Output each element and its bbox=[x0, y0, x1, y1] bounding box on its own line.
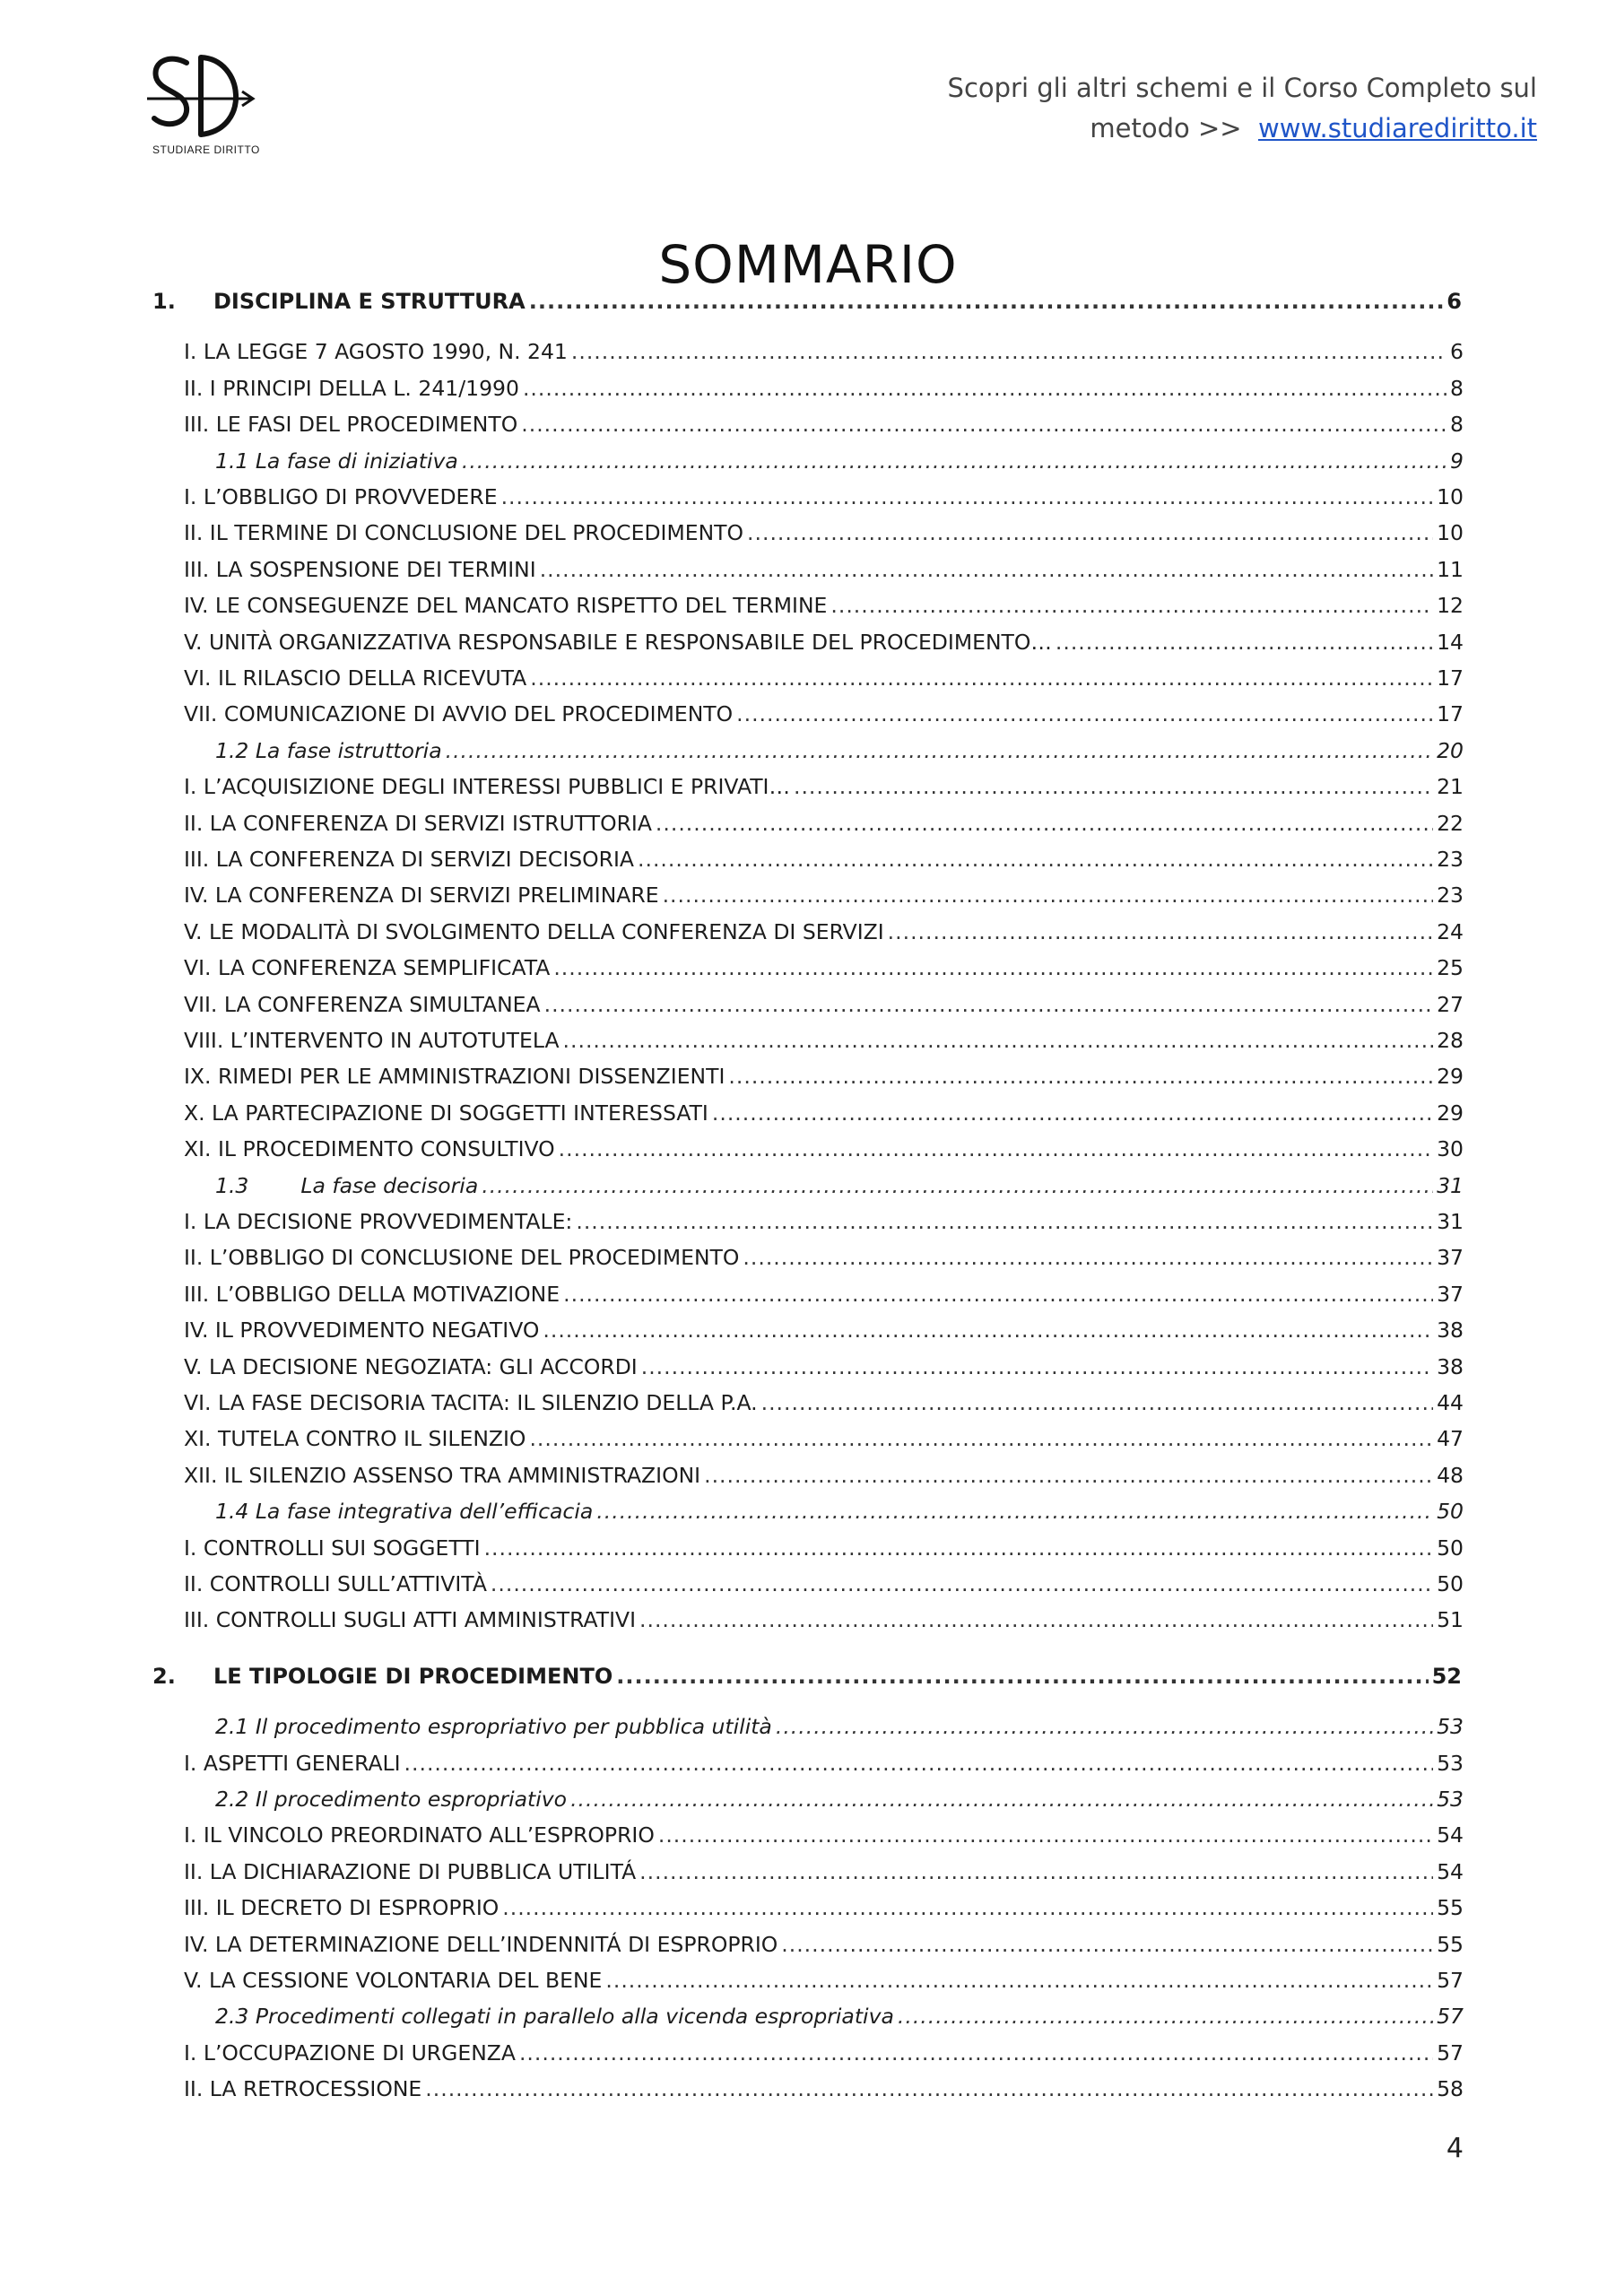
toc-entry[interactable] bbox=[184, 412, 1464, 437]
toc-leader-dots bbox=[743, 1245, 1433, 1270]
toc-subsection[interactable] bbox=[215, 1787, 1464, 1812]
toc-leader-dots bbox=[559, 1136, 1433, 1161]
toc-subsection[interactable] bbox=[215, 2004, 1464, 2029]
toc-entry[interactable] bbox=[184, 1245, 1464, 1270]
toc-leader-dots bbox=[639, 1859, 1433, 1884]
toc-label: V. LE MODALITÀ DI SVOLGIMENTO DELLA CONFERENZA DI SERVIZI bbox=[184, 918, 884, 944]
toc-page-number: 8 bbox=[1450, 412, 1464, 438]
toc-page-number: 50 bbox=[1437, 1535, 1464, 1561]
toc-label: VII. COMUNICAZIONE DI AVVIO DEL PROCEDIMENTO bbox=[184, 701, 734, 727]
toc-entry[interactable] bbox=[184, 774, 1464, 799]
toc-entry[interactable] bbox=[184, 1571, 1464, 1596]
toc-entry[interactable] bbox=[184, 2040, 1464, 2066]
toc-leader-dots bbox=[523, 376, 1447, 401]
toc-label: III. L’OBBLIGO DELLA MOTIVAZIONE bbox=[184, 1281, 560, 1307]
toc-label bbox=[215, 1173, 478, 1198]
toc-leader-dots bbox=[540, 557, 1433, 582]
toc-chapter[interactable] bbox=[152, 289, 1462, 314]
toc-page-number: 20 bbox=[1437, 737, 1464, 763]
toc-label: II. LA CONFERENZA DI SERVIZI ISTRUTTORIA bbox=[184, 810, 652, 836]
toc-page-number: 6 bbox=[1447, 289, 1462, 314]
toc-label: IV. IL PROVVEDIMENTO NEGATIVO bbox=[184, 1318, 540, 1344]
toc-entry[interactable] bbox=[184, 1282, 1464, 1307]
toc-leader-dots bbox=[491, 1571, 1433, 1596]
toc-entry[interactable] bbox=[184, 665, 1464, 691]
toc-label: V. UNITÀ ORGANIZZATIVA RESPONSABILE E RESPONSABILE DEL PROCEDIMENTO… bbox=[184, 629, 1052, 655]
toc-label: III. CONTROLLI SUGLI ATTI AMMINISTRATIVI bbox=[184, 1607, 637, 1633]
toc-subsection[interactable] bbox=[215, 738, 1464, 763]
toc-leader-dots bbox=[571, 339, 1447, 364]
toc-entry[interactable] bbox=[184, 1354, 1464, 1379]
toc-leader-dots bbox=[898, 2004, 1433, 2029]
toc-entry[interactable] bbox=[184, 1064, 1464, 1089]
toc-page-number: 29 bbox=[1437, 1064, 1464, 1090]
toc-subsection[interactable] bbox=[215, 1714, 1464, 1739]
toc-leader-dots bbox=[641, 1354, 1433, 1379]
toc-page-number: 24 bbox=[1437, 918, 1464, 944]
toc-leader-dots bbox=[761, 1390, 1433, 1415]
toc-leader-dots bbox=[596, 1499, 1433, 1524]
page-number: 4 bbox=[1446, 2133, 1464, 2164]
toc-leader-dots bbox=[521, 412, 1447, 437]
toc-leader-dots bbox=[794, 774, 1433, 799]
toc-entry[interactable] bbox=[184, 955, 1464, 980]
toc-label: IX. RIMEDI PER LE AMMINISTRAZIONI DISSENZIENTI bbox=[184, 1064, 725, 1090]
toc-label: 1.2 La fase istruttoria bbox=[215, 737, 442, 763]
toc-leader-dots bbox=[563, 1028, 1434, 1053]
toc-leader-dots bbox=[728, 1064, 1433, 1089]
toc-label: 2.1 Il procedimento espropriativo per pubblica utilità bbox=[215, 1714, 772, 1740]
promo-text bbox=[948, 68, 1537, 149]
toc-page-number: 25 bbox=[1437, 955, 1464, 981]
toc-leader-dots bbox=[736, 701, 1433, 726]
toc-label: II. LA RETROCESSIONE bbox=[184, 2076, 422, 2102]
toc-label: I. IL VINCOLO PREORDINATO ALL’ESPROPRIO bbox=[184, 1822, 655, 1848]
toc-leader-dots bbox=[570, 1787, 1433, 1812]
toc-leader-dots bbox=[553, 955, 1433, 980]
toc-label: I. ASPETTI GENERALI bbox=[184, 1750, 401, 1776]
toc-leader-dots bbox=[704, 1463, 1433, 1488]
toc-leader-dots bbox=[638, 847, 1433, 872]
logo-caption: STUDIARE DIRITTO bbox=[152, 144, 260, 156]
toc-page-number: 14 bbox=[1437, 629, 1464, 655]
toc-leader-dots bbox=[639, 1607, 1433, 1632]
toc-entry[interactable] bbox=[184, 1968, 1464, 1993]
toc-leader-dots bbox=[501, 484, 1434, 509]
toc-entry[interactable] bbox=[184, 557, 1464, 582]
toc-entry[interactable] bbox=[184, 339, 1464, 364]
toc-label: VIII. L’INTERVENTO IN AUTOTUTELA bbox=[184, 1028, 560, 1053]
toc-page-number: 57 bbox=[1437, 2004, 1464, 2030]
toc-page-number: 47 bbox=[1437, 1426, 1464, 1452]
toc-leader-dots bbox=[658, 1822, 1433, 1848]
toc-entry[interactable] bbox=[184, 520, 1464, 545]
toc-leader-dots bbox=[830, 593, 1433, 618]
toc-label: VI. IL RILASCIO DELLA RICEVUTA bbox=[184, 665, 527, 691]
toc-page-number: 10 bbox=[1437, 484, 1464, 509]
toc-entry[interactable] bbox=[184, 1463, 1464, 1488]
toc-page-number: 31 bbox=[1437, 1172, 1464, 1198]
toc-label: II. IL TERMINE DI CONCLUSIONE DEL PROCEDIMENTO bbox=[184, 520, 744, 546]
toc-subsection[interactable] bbox=[215, 1499, 1464, 1524]
toc-label: VI. LA CONFERENZA SEMPLIFICATA bbox=[184, 955, 551, 981]
toc-page-number: 53 bbox=[1437, 1750, 1464, 1776]
toc-entry[interactable] bbox=[184, 1859, 1464, 1884]
toc-label: XII. IL SILENZIO ASSENSO TRA AMMINISTRAZIONI bbox=[184, 1462, 701, 1488]
toc-page-number: 54 bbox=[1437, 1858, 1464, 1884]
toc-page-number: 29 bbox=[1437, 1100, 1464, 1126]
toc-entry[interactable] bbox=[184, 883, 1464, 908]
toc-page-number: 52 bbox=[1431, 1663, 1462, 1689]
toc-entry[interactable] bbox=[184, 1751, 1464, 1776]
toc-page-number: 37 bbox=[1437, 1281, 1464, 1307]
toc-entry[interactable] bbox=[184, 1535, 1464, 1561]
toc-label: V. LA CESSIONE VOLONTARIA DEL BENE bbox=[184, 1968, 603, 1993]
toc-page-number: 57 bbox=[1437, 2039, 1464, 2066]
toc-label: 2.2 Il procedimento espropriativo bbox=[215, 1787, 568, 1812]
toc-leader-dots bbox=[425, 2076, 1433, 2101]
toc-label: IV. LA CONFERENZA DI SERVIZI PRELIMINARE bbox=[184, 883, 659, 909]
toc-page-number: 58 bbox=[1437, 2076, 1464, 2102]
toc-label: 2.3 Procedimenti collegati in parallelo alla vicenda espropriativa bbox=[215, 2004, 894, 2030]
toc-leader-dots bbox=[656, 811, 1433, 836]
toc-leader-dots bbox=[529, 1426, 1433, 1451]
toc-label: II. CONTROLLI SULL’ATTIVITÀ bbox=[184, 1571, 487, 1596]
toc-label: X. LA PARTECIPAZIONE DI SOGGETTI INTERESSATI bbox=[184, 1100, 708, 1126]
toc-page-number: 9 bbox=[1450, 448, 1464, 474]
toc-leader-dots bbox=[747, 520, 1433, 545]
toc-page-number: 50 bbox=[1437, 1571, 1464, 1596]
toc-page-number: 53 bbox=[1437, 1787, 1464, 1812]
toc-entry[interactable] bbox=[184, 1426, 1464, 1451]
toc-label bbox=[152, 1664, 613, 1689]
toc-leader-dots bbox=[776, 1714, 1433, 1739]
toc-label: III. LE FASI DEL PROCEDIMENTO bbox=[184, 412, 518, 438]
toc-page-number: 55 bbox=[1437, 1895, 1464, 1921]
toc-leader-dots bbox=[563, 1282, 1433, 1307]
toc-leader-dots bbox=[446, 738, 1434, 763]
toc-page-number: 8 bbox=[1450, 375, 1464, 401]
toc-label: XI. TUTELA CONTRO IL SILENZIO bbox=[184, 1426, 526, 1452]
toc-label: IV. LE CONSEGUENZE DEL MANCATO RISPETTO DEL TERMINE bbox=[184, 593, 828, 619]
toc-chapter[interactable] bbox=[152, 1664, 1462, 1689]
toc-page-number: 28 bbox=[1437, 1028, 1464, 1053]
toc-page-number: 38 bbox=[1437, 1318, 1464, 1344]
toc-entry[interactable] bbox=[184, 1318, 1464, 1343]
promo-line-1: Scopri gli altri schemi e il Corso Completo sul bbox=[947, 73, 1537, 103]
toc-label: II. I PRINCIPI DELLA L. 241/1990 bbox=[184, 375, 519, 401]
toc-entry[interactable] bbox=[184, 1932, 1464, 1957]
toc-page-number: 11 bbox=[1437, 556, 1464, 582]
toc-entry[interactable] bbox=[184, 847, 1464, 872]
toc-entry[interactable] bbox=[184, 1028, 1464, 1053]
toc-leader-dots bbox=[576, 1209, 1433, 1234]
toc-chapter-number: 2. bbox=[152, 1663, 176, 1689]
toc-page-number: 53 bbox=[1437, 1714, 1464, 1740]
toc-page-number: 37 bbox=[1437, 1245, 1464, 1271]
toc-label: VII. LA CONFERENZA SIMULTANEA bbox=[184, 991, 541, 1017]
toc-leader-dots bbox=[404, 1751, 1434, 1776]
toc-entry[interactable] bbox=[184, 593, 1464, 618]
toc-subsection[interactable] bbox=[215, 448, 1464, 474]
toc-entry[interactable] bbox=[184, 919, 1464, 944]
toc-leader-dots bbox=[712, 1100, 1433, 1126]
toc-page-number: 55 bbox=[1437, 1931, 1464, 1957]
toc-leader-dots bbox=[462, 448, 1447, 474]
promo-line-2 bbox=[948, 109, 1537, 149]
toc-leader-dots bbox=[519, 2040, 1433, 2066]
toc-page-number: 30 bbox=[1437, 1136, 1464, 1162]
toc-subsection[interactable] bbox=[215, 1173, 1464, 1198]
toc-subsection-number: 1.3 bbox=[215, 1172, 249, 1198]
toc-label: I. LA LEGGE 7 AGOSTO 1990, N. 241 bbox=[184, 339, 568, 365]
toc-page-number: 57 bbox=[1437, 1968, 1464, 1993]
toc-label: II. LA DICHIARAZIONE DI PUBBLICA UTILITÁ bbox=[184, 1858, 637, 1884]
toc-entry[interactable] bbox=[184, 2076, 1464, 2101]
toc-label: XI. IL PROCEDIMENTO CONSULTIVO bbox=[184, 1136, 555, 1162]
toc-page-number: 17 bbox=[1437, 701, 1464, 727]
toc-label: I. L’OCCUPAZIONE DI URGENZA bbox=[184, 2039, 516, 2066]
toc-label: I. CONTROLLI SUI SOGGETTI bbox=[184, 1535, 481, 1561]
toc-leader-dots bbox=[888, 919, 1433, 944]
toc-page-number: 38 bbox=[1437, 1353, 1464, 1379]
toc-leader-dots bbox=[616, 1664, 1428, 1689]
toc-page-number: 23 bbox=[1437, 847, 1464, 872]
toc-page-number: 22 bbox=[1437, 810, 1464, 836]
toc-entry[interactable] bbox=[184, 992, 1464, 1017]
toc-label: VI. LA FASE DECISORIA TACITA: IL SILENZIO DELLA P.A. bbox=[184, 1390, 758, 1415]
toc-label: I. L’ACQUISIZIONE DEGLI INTERESSI PUBBLICI E PRIVATI… bbox=[184, 774, 790, 800]
toc-page-number: 12 bbox=[1437, 593, 1464, 619]
toc-label: II. L’OBBLIGO DI CONCLUSIONE DEL PROCEDIMENTO bbox=[184, 1245, 740, 1271]
toc-entry[interactable] bbox=[184, 1209, 1464, 1234]
toc-label: V. LA DECISIONE NEGOZIATA: GLI ACCORDI bbox=[184, 1353, 638, 1379]
toc-label: 1.4 La fase integrativa dell’efficacia bbox=[215, 1499, 594, 1525]
toc-leader-dots bbox=[663, 883, 1434, 908]
toc-entry[interactable] bbox=[184, 1822, 1464, 1848]
toc-leader-dots bbox=[484, 1535, 1434, 1561]
toc-leader-dots bbox=[543, 1318, 1433, 1343]
toc-label: I. LA DECISIONE PROVVEDIMENTALE: bbox=[184, 1209, 573, 1234]
toc-label: I. L’OBBLIGO DI PROVVEDERE bbox=[184, 484, 498, 509]
toc-leader-dots bbox=[530, 665, 1433, 691]
toc-label: IV. LA DETERMINAZIONE DELL’INDENNITÁ DI ESPROPRIO bbox=[184, 1931, 778, 1957]
toc-entry[interactable] bbox=[184, 1100, 1464, 1126]
toc-entry[interactable] bbox=[184, 1895, 1464, 1920]
website-link[interactable]: www.studiarediritto.it bbox=[1258, 113, 1537, 144]
toc-page-number: 27 bbox=[1437, 991, 1464, 1017]
toc-page-number: 48 bbox=[1437, 1462, 1464, 1488]
toc-page-number: 51 bbox=[1437, 1607, 1464, 1633]
promo-line-2-text: metodo >> bbox=[1090, 113, 1242, 144]
toc-leader-dots bbox=[605, 1968, 1433, 1993]
toc-entry[interactable] bbox=[184, 630, 1464, 655]
toc-subsection-title: La fase decisoria bbox=[300, 1172, 479, 1198]
toc-entry[interactable] bbox=[184, 701, 1464, 726]
toc-label bbox=[152, 289, 526, 314]
toc-label: III. LA SOSPENSIONE DEI TERMINI bbox=[184, 556, 536, 582]
toc-leader-dots bbox=[544, 992, 1433, 1017]
toc-page-number: 17 bbox=[1437, 665, 1464, 691]
toc-leader-dots bbox=[502, 1895, 1433, 1920]
toc-entry[interactable] bbox=[184, 1607, 1464, 1632]
toc-page-number: 23 bbox=[1437, 883, 1464, 909]
toc-chapter-title: DISCIPLINA E STRUTTURA bbox=[213, 289, 526, 314]
toc-page-number: 31 bbox=[1437, 1209, 1464, 1234]
toc-label: 1.1 La fase di iniziativa bbox=[215, 448, 458, 474]
toc-leader-dots bbox=[781, 1932, 1433, 1957]
toc-entry[interactable] bbox=[184, 484, 1464, 509]
toc-page-number: 10 bbox=[1437, 520, 1464, 546]
toc-page-number: 54 bbox=[1437, 1822, 1464, 1848]
toc-page-number: 44 bbox=[1437, 1390, 1464, 1415]
toc-entry[interactable] bbox=[184, 811, 1464, 836]
toc-page-number: 21 bbox=[1437, 774, 1464, 800]
toc-chapter-title: LE TIPOLOGIE DI PROCEDIMENTO bbox=[213, 1663, 613, 1689]
toc-entry[interactable] bbox=[184, 1136, 1464, 1161]
toc-leader-dots bbox=[1056, 630, 1433, 655]
toc-entry[interactable] bbox=[184, 1390, 1464, 1415]
toc-chapter-number: 1. bbox=[152, 289, 176, 314]
toc-leader-dots bbox=[529, 289, 1444, 314]
page-title: SOMMARIO bbox=[658, 233, 958, 295]
toc-label: III. LA CONFERENZA DI SERVIZI DECISORIA bbox=[184, 847, 635, 872]
toc-entry[interactable] bbox=[184, 376, 1464, 401]
toc-leader-dots bbox=[482, 1173, 1433, 1198]
toc-label: III. IL DECRETO DI ESPROPRIO bbox=[184, 1895, 500, 1921]
toc-page-number: 50 bbox=[1437, 1499, 1464, 1525]
toc-page-number: 6 bbox=[1450, 339, 1464, 365]
